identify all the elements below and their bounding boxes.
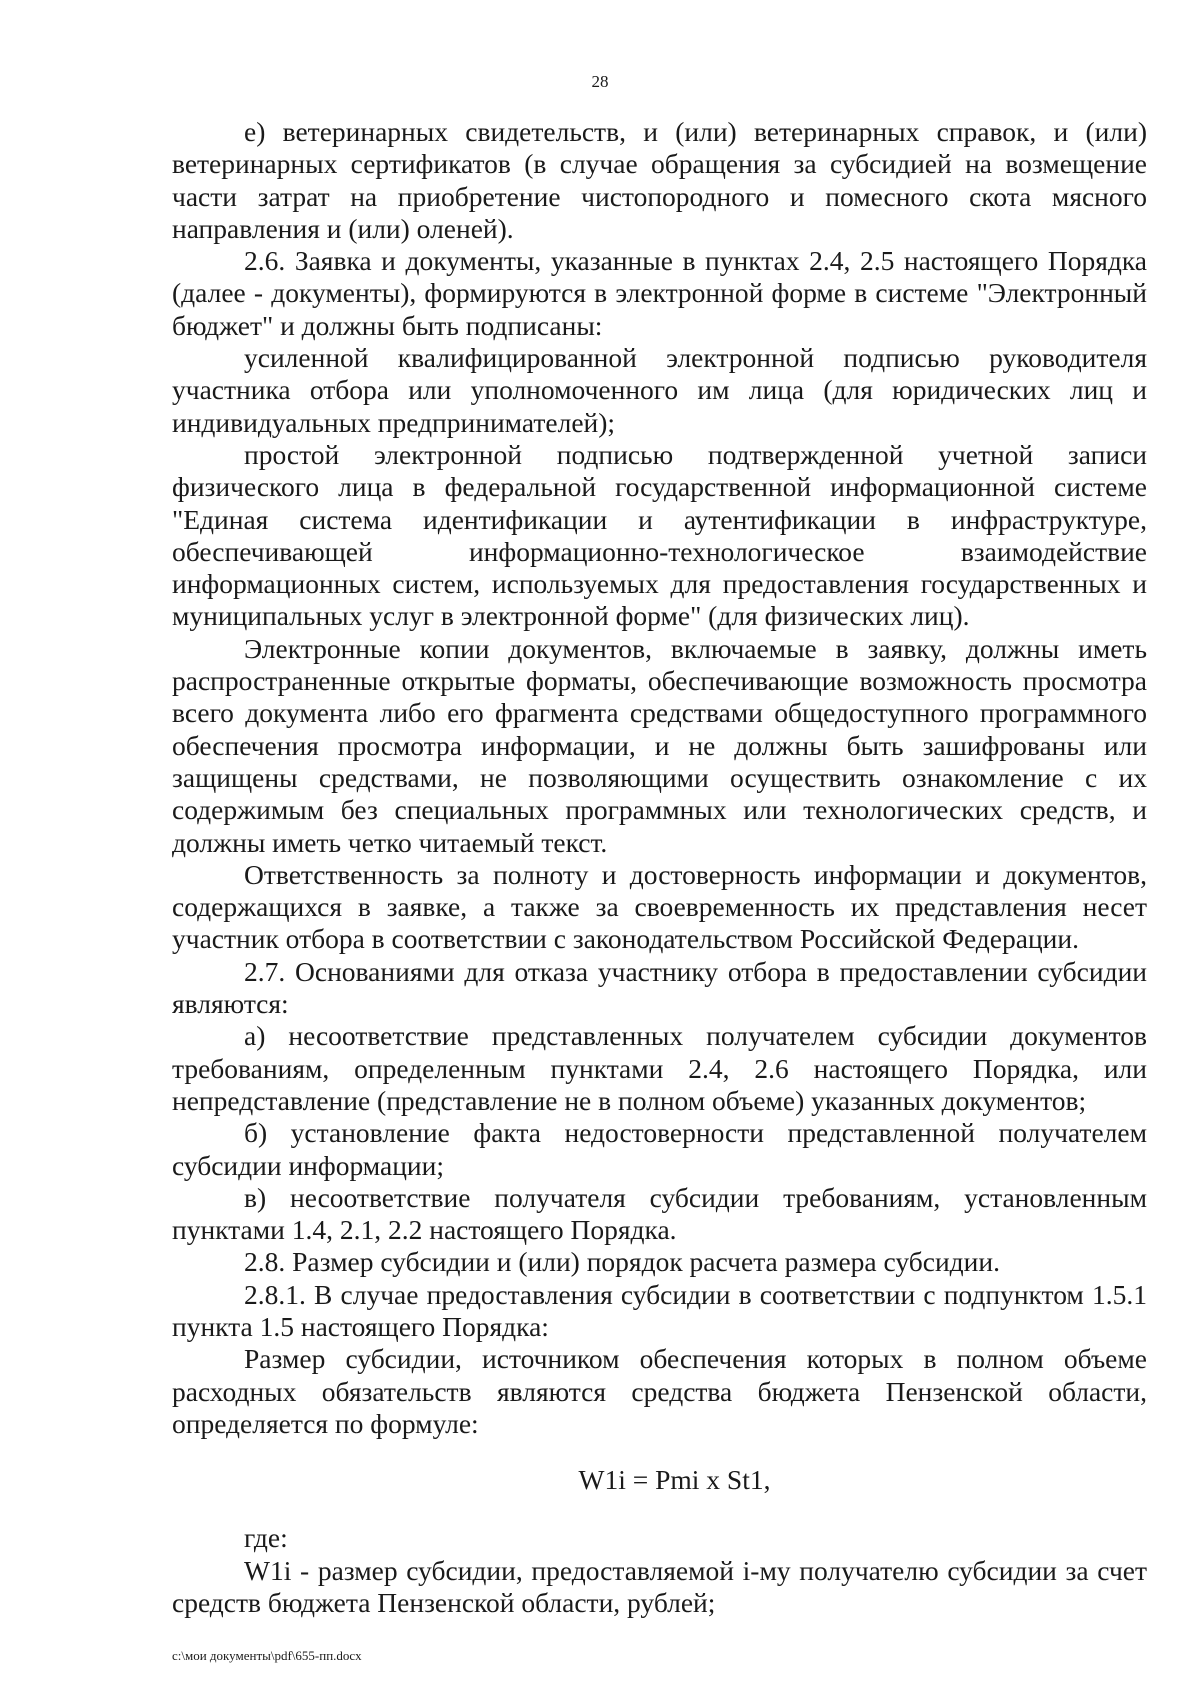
paragraph-veterinary-certificates: е) ветеринарных свидетельств, и (или) ветеринарных справок, и (или) ветеринарных сертификатов (в случае обращения за субсидией на возмещение части затрат на приобретение чистопородного и помесного скота мясного направления и (или) оленей). [172,116,1147,244]
paragraph-w1i-definition: W1i - размер субсидии, предоставляемой i-му получателю субсидии за счет средств бюджета Пензенской области, рублей; [172,1554,1147,1619]
footer-file-path: c:\мои документы\pdf\655-пп.docx [172,1648,362,1663]
paragraph-2-7-b: б) установление факта недостоверности представленной получателем субсидии информации; [172,1117,1147,1181]
paragraph-2-7-a: а) несоответствие представленных получателем субсидии документов требованиям, определенным пунктами 2.4, 2.6 настоящего Порядка, или непредставление (представление не в полном объеме) указанных документов; [172,1020,1147,1116]
document-body [172,116,1147,1619]
paragraph-simple-signature: простой электронной подписью подтвержденной учетной записи физического лица в федеральной государственной информационной системе "Единая система идентификации и аутентификации в инфраструктуре, обеспечивающей информационно-технологическое взаимодействие информационных систем, используемых для предоставления государственных и муниципальных услуг в электронной форме" (для физических лиц). [172,438,1147,632]
paragraph-where: где: [244,1522,288,1554]
formula: W1i = Pmi x St1, [578,1464,771,1496]
paragraph-subsidy-size: Размер субсидии, источником обеспечения которых в полном объеме расходных обязательств являются средства бюджета Пензенской области, определяется по формуле: [172,1343,1147,1439]
paragraph-2-8-1: 2.8.1. В случае предоставления субсидии в соответствии с подпунктом 1.5.1 пункта 1.5 настоящего Порядка: [172,1278,1147,1342]
paragraph-2-7-v: в) несоответствие получателя субсидии требованиям, установленным пунктами 1.4, 2.1, 2.2 настоящего Порядка. [172,1181,1147,1246]
page-number: 28 [591,72,609,91]
paragraph-2-8: 2.8. Размер субсидии и (или) порядок расчета размера субсидии. [244,1246,1000,1278]
paragraph-responsibility: Ответственность за полноту и достоверность информации и документов, содержащихся в заявке, а также за своевременность их представления несет участник отбора в соответствии с законодательством Российской Федерации. [172,858,1147,955]
paragraph-2-6: 2.6. Заявка и документы, указанные в пунктах 2.4, 2.5 настоящего Порядка (далее - документы), формируются в электронной форме в системе "Электронный бюджет" и должны быть подписаны: [172,245,1147,341]
paragraph-electronic-copies: Электронные копии документов, включаемые в заявку, должны иметь распространенные открытые форматы, обеспечивающие возможность просмотра всего документа либо его фрагмента средствами общедоступного программного обеспечения просмотра информации, и не должны быть зашифрованы или защищены средствами, не позволяющими осуществить ознакомление с их содержимым без специальных программных или технологических средств, и должны иметь четко читаемый текст. [172,632,1147,858]
paragraph-2-7: 2.7. Основаниями для отказа участнику отбора в предоставлении субсидии являются: [172,955,1147,1020]
paragraph-enhanced-signature: усиленной квалифицированной электронной подписью руководителя участника отбора или уполномоченного им лица (для юридических лиц и индивидуальных предпринимателей); [172,342,1147,438]
